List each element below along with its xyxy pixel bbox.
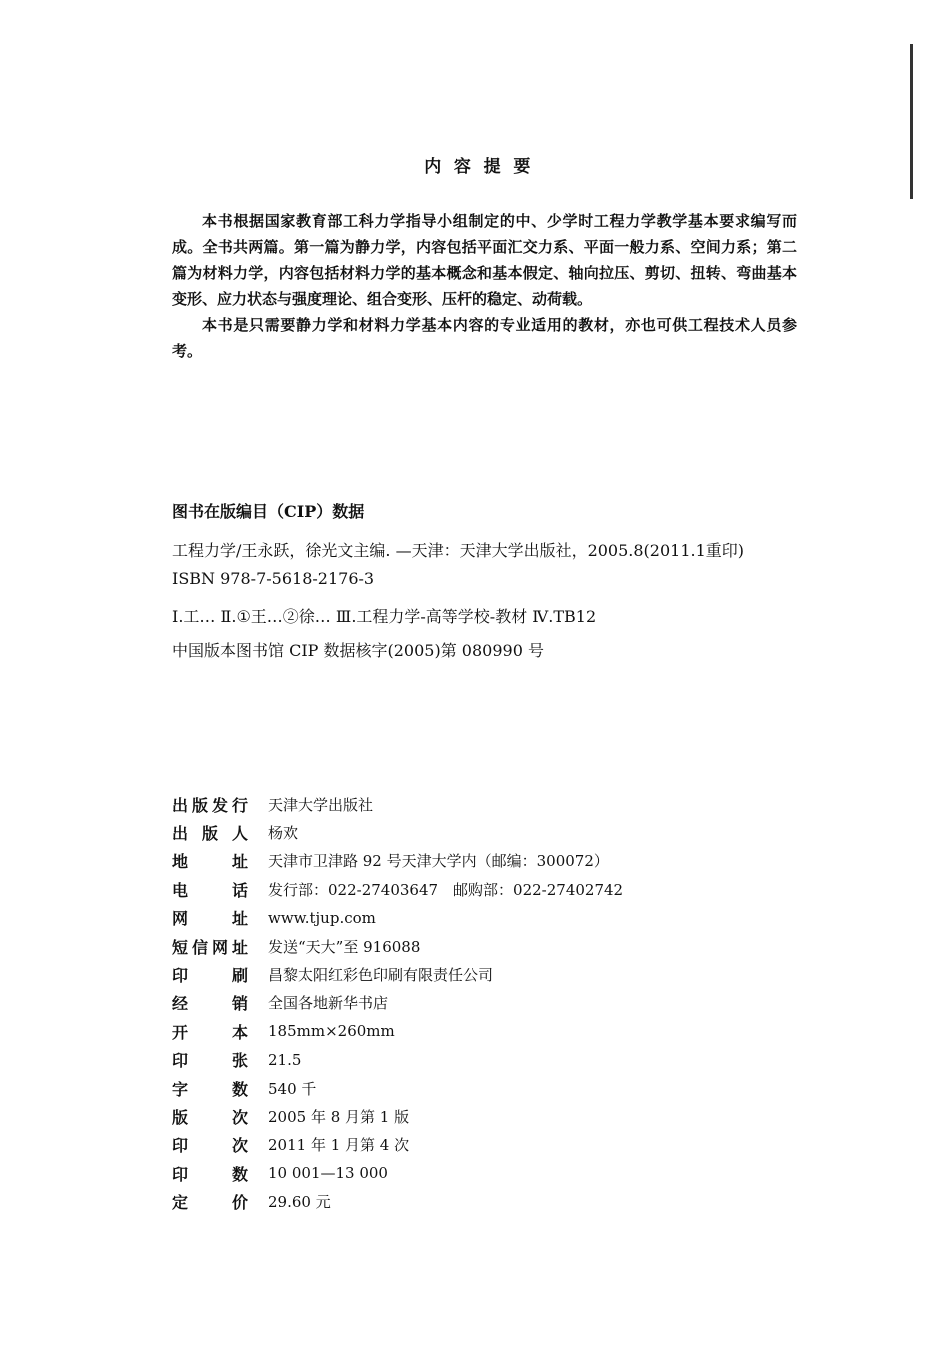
publication-label: 出版发行 xyxy=(172,795,248,815)
publication-row xyxy=(172,1046,732,1074)
publication-row xyxy=(172,847,732,875)
publication-label: 经销 xyxy=(172,994,248,1014)
publication-row xyxy=(172,818,732,846)
publication-label: 地址 xyxy=(172,852,248,872)
publication-row xyxy=(172,875,732,903)
publication-row xyxy=(172,790,732,818)
publication-value: 10 001—13 000 xyxy=(268,1164,388,1183)
publication-value: 540 千 xyxy=(268,1079,317,1098)
publication-label: 版次 xyxy=(172,1107,248,1127)
publication-row xyxy=(172,904,732,932)
cip-title-line: 工程力学/王永跃，徐光文主编. —天津：天津大学出版社，2005.8(2011.1重印) xyxy=(172,541,745,560)
publication-info xyxy=(172,790,732,1216)
cip-block xyxy=(172,537,812,665)
publication-label: 短信网址 xyxy=(172,937,248,957)
publication-row xyxy=(172,1159,732,1187)
publication-row xyxy=(172,1131,732,1159)
publication-value: 185mm×260mm xyxy=(268,1022,395,1041)
summary-abstract xyxy=(172,208,797,364)
publication-label: 印次 xyxy=(172,1136,248,1156)
publication-row xyxy=(172,960,732,988)
publication-label: 印数 xyxy=(172,1164,248,1184)
publication-label: 定价 xyxy=(172,1193,248,1213)
publication-value: 2011 年 1 月第 4 次 xyxy=(268,1136,410,1155)
publication-label: 开本 xyxy=(172,1022,248,1042)
publication-label: 出版人 xyxy=(172,824,248,844)
publication-value: 2005 年 8 月第 1 版 xyxy=(268,1107,410,1126)
publication-label: 字数 xyxy=(172,1079,248,1099)
publication-value: 29.60 元 xyxy=(268,1193,331,1212)
cip-classification: Ⅰ.工… Ⅱ.①王…②徐… Ⅲ.工程力学-高等学校-教材 Ⅳ.TB12 xyxy=(172,607,597,626)
publication-value: 昌黎太阳红彩色印刷有限责任公司 xyxy=(268,966,494,985)
publication-value: 21.5 xyxy=(268,1050,302,1069)
publication-row xyxy=(172,989,732,1017)
publication-value: 发行部：022-27403647 邮购部：022-27402742 xyxy=(268,880,624,899)
publication-row xyxy=(172,932,732,960)
publication-label: 印张 xyxy=(172,1051,248,1071)
publication-row xyxy=(172,1017,732,1045)
summary-title: 内 容 提 要 xyxy=(424,157,534,177)
cip-heading: 图书在版编目（CIP）数据 xyxy=(172,502,365,521)
publication-row xyxy=(172,1102,732,1130)
publication-row xyxy=(172,1187,732,1215)
publication-value: 天津大学出版社 xyxy=(268,795,374,814)
publication-value: www.tjup.com xyxy=(268,908,376,927)
summary-paragraph: 本书是只需要静力学和材料力学基本内容的专业适用的教材，亦也可供工程技术人员参考。 xyxy=(172,316,797,360)
publication-label: 网址 xyxy=(172,909,248,929)
publication-label: 印刷 xyxy=(172,966,248,986)
publication-value: 杨欢 xyxy=(268,824,299,843)
cip-isbn: ISBN 978-7-5618-2176-3 xyxy=(172,569,375,588)
summary-paragraph: 本书根据国家教育部工科力学指导小组制定的中、少学时工程力学教学基本要求编写而成。全书共两篇。第一篇为静力学，内容包括平面汇交力系、平面一般力系、空间力系；第二篇为材料力学，内容包括材料力学的基本概念和基本假定、轴向拉压、剪切、扭转、弯曲基本变形、应力状态与强度理论、组合变形、压杆的稳定、动荷载。 xyxy=(172,212,797,308)
publication-value: 发送“天大”至 916088 xyxy=(268,937,421,956)
publication-value: 全国各地新华书店 xyxy=(268,994,389,1013)
publication-value: 天津市卫津路 92 号天津大学内（邮编：300072） xyxy=(268,852,609,871)
cip-record-number: 中国版本图书馆 CIP 数据核字(2005)第 080990 号 xyxy=(172,641,544,660)
publication-row xyxy=(172,1074,732,1102)
publication-label: 电话 xyxy=(172,880,248,900)
